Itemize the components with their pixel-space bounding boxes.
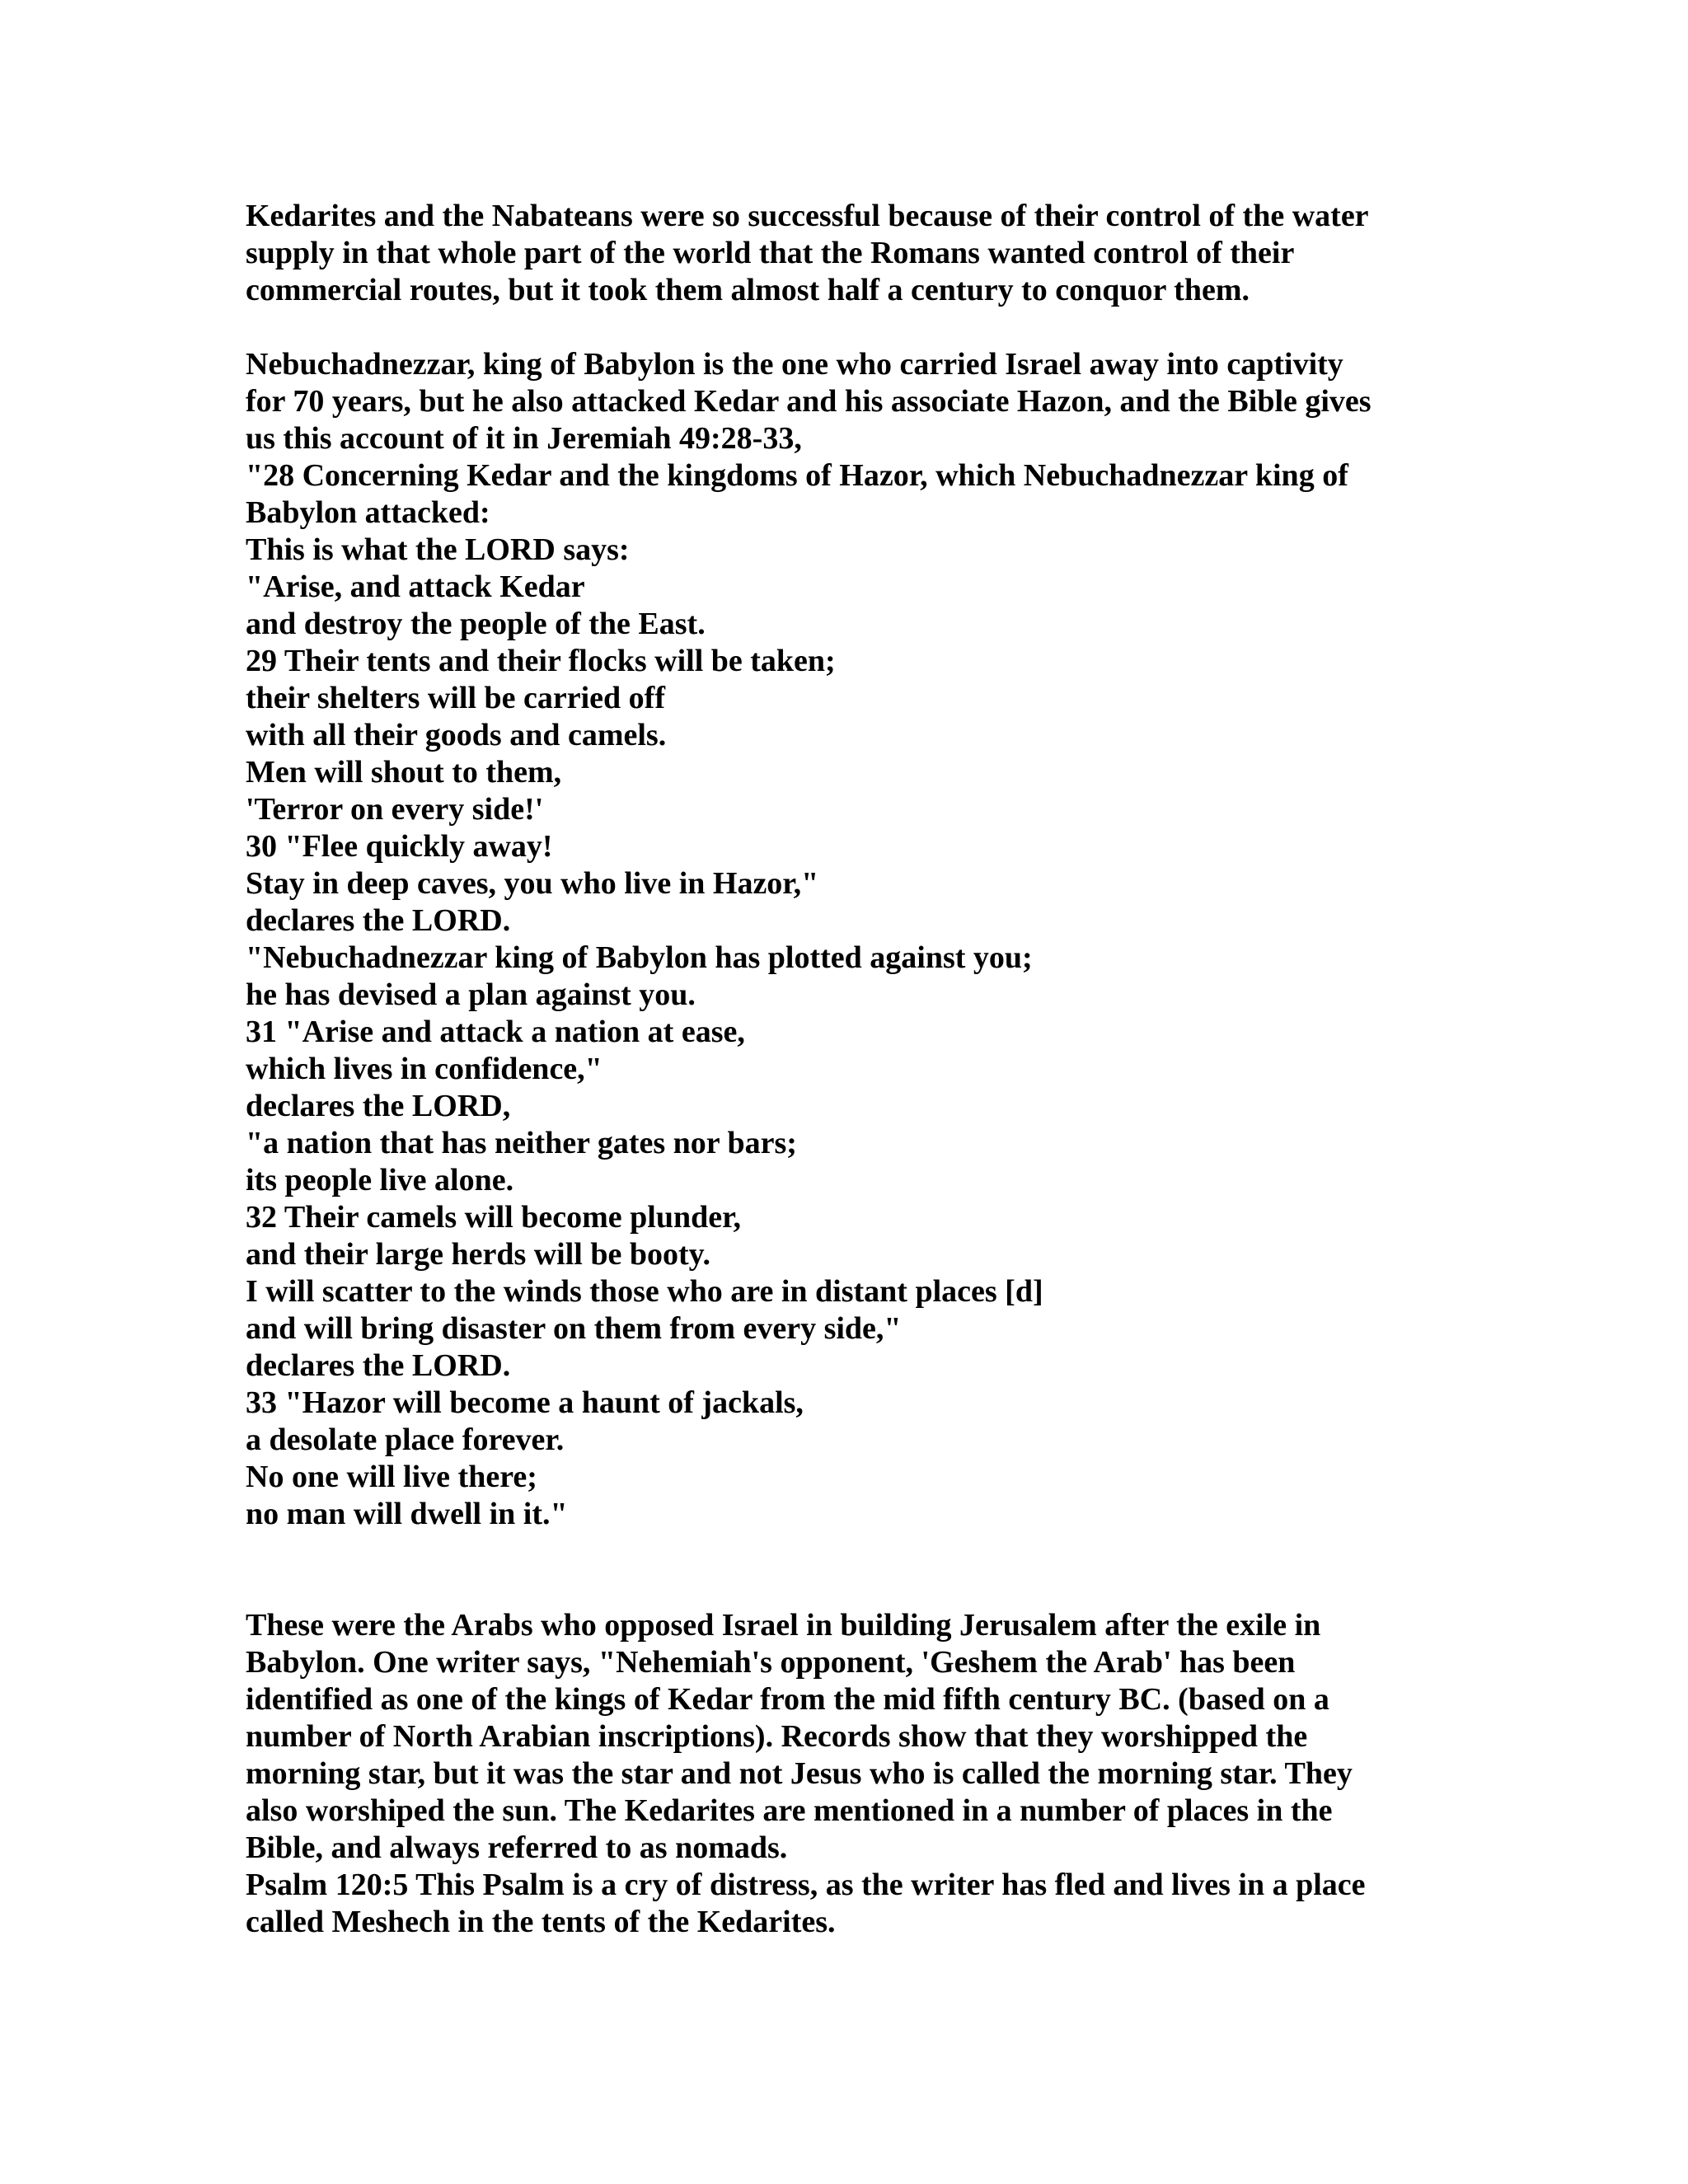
text-line: Kedarites and the Nabateans were so successful because of their control of the water (246, 199, 1369, 233)
text-line: These were the Arabs who opposed Israel in building Jerusalem after the exile in (246, 1608, 1321, 1643)
text-line: commercial routes, but it took them almost half a century to conquor them. (246, 273, 1250, 307)
text-line: morning star, but it was the star and not Jesus who is called the morning star. They (246, 1756, 1353, 1791)
verse-line: 33 "Hazor will become a haunt of jackals, (246, 1385, 804, 1420)
verse-line: I will scatter to the winds those who are in distant places [d] (246, 1274, 1043, 1309)
verse-line: no man will dwell in it." (246, 1497, 568, 1531)
verse-line: declares the LORD, (246, 1089, 511, 1123)
verse-line: with all their goods and camels. (246, 718, 667, 752)
text-line: for 70 years, but he also attacked Kedar and his associate Hazon, and the Bible gives (246, 384, 1372, 419)
verse-line: No one will live there; (246, 1460, 537, 1494)
text-line: identified as one of the kings of Kedar from the mid fifth century BC. (based on a (246, 1682, 1329, 1717)
verse-line: and will bring disaster on them from every side," (246, 1311, 902, 1346)
text-line: us this account of it in Jeremiah 49:28-33, (246, 421, 802, 456)
text-line: also worshiped the sun. The Kedarites are mentioned in a number of places in the (246, 1793, 1333, 1828)
verse-line: Stay in deep caves, you who live in Hazor," (246, 866, 819, 901)
verse-line: "Arise, and attack Kedar (246, 569, 585, 604)
verse-line: which lives in confidence," (246, 1052, 603, 1086)
verse-line: This is what the LORD says: (246, 532, 630, 567)
text-line: supply in that whole part of the world that the Romans wanted control of their (246, 236, 1295, 270)
paragraph-gap (246, 309, 1482, 346)
verse-line: he has devised a plan against you. (246, 977, 696, 1012)
text-line: Psalm 120:5 This Psalm is a cry of distress, as the writer has fled and lives in a place (246, 1868, 1366, 1902)
verse-line: 30 "Flee quickly away! (246, 829, 553, 864)
paragraph-jeremiah-passage (246, 346, 1482, 1533)
verse-line: "Nebuchadnezzar king of Babylon has plotted against you; (246, 940, 1033, 975)
text-line: Babylon. One writer says, "Nehemiah's opponent, 'Geshem the Arab' has been (246, 1645, 1296, 1680)
verse-line: Babylon attacked: (246, 495, 490, 530)
document-page (246, 198, 1482, 1941)
verse-line: 32 Their camels will become plunder, (246, 1200, 741, 1235)
verse-line: declares the LORD. (246, 1348, 511, 1383)
verse-line: "a nation that has neither gates nor bars; (246, 1126, 797, 1160)
verse-line: and their large herds will be booty. (246, 1237, 711, 1272)
verse-line: Men will shout to them, (246, 755, 562, 790)
text-line: number of North Arabian inscriptions). Records show that they worshipped the (246, 1719, 1308, 1754)
verse-line: 31 "Arise and attack a nation at ease, (246, 1015, 745, 1049)
verse-line: and destroy the people of the East. (246, 607, 706, 641)
verse-line: 29 Their tents and their flocks will be taken; (246, 644, 836, 678)
verse-line: declares the LORD. (246, 903, 511, 938)
verse-line: their shelters will be carried off (246, 681, 665, 715)
verse-line: 'Terror on every side!' (246, 792, 544, 827)
verse-line: a desolate place forever. (246, 1422, 565, 1457)
verse-line: "28 Concerning Kedar and the kingdoms of Hazor, which Nebuchadnezzar king of (246, 458, 1348, 493)
text-line: called Meshech in the tents of the Kedarites. (246, 1905, 836, 1939)
paragraph-water-supply (246, 198, 1482, 309)
paragraph-gap (246, 1533, 1482, 1607)
text-line: Bible, and always referred to as nomads. (246, 1830, 788, 1865)
verse-line: its people live alone. (246, 1163, 514, 1197)
text-line: Nebuchadnezzar, king of Babylon is the one who carried Israel away into captivity (246, 347, 1343, 382)
paragraph-kedarites-history (246, 1607, 1482, 1941)
